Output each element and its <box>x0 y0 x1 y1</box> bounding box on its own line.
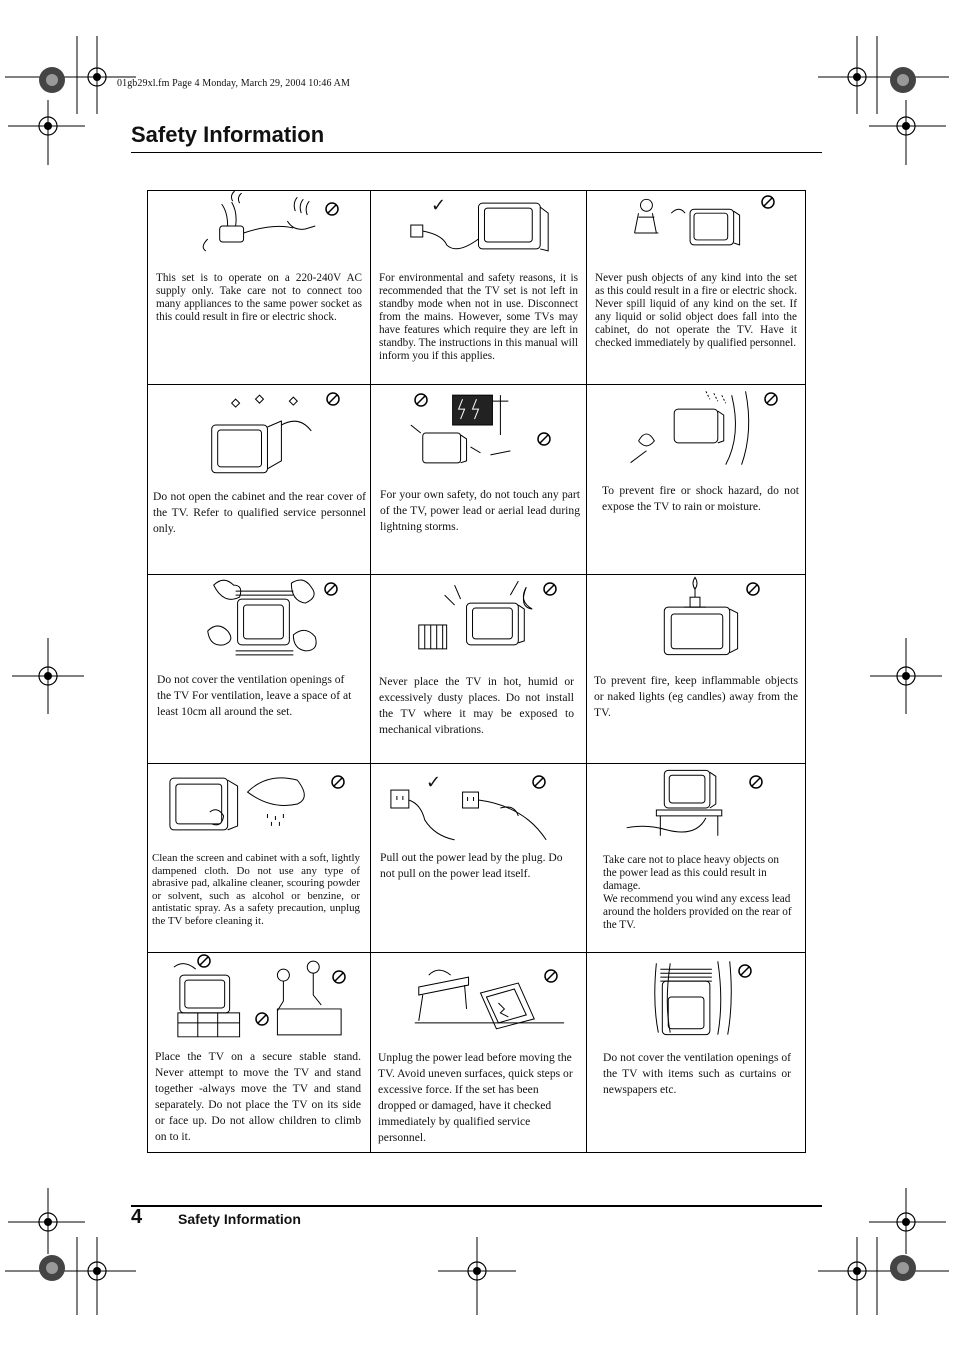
safety-cell-standby <box>371 191 587 385</box>
safety-cell-curtains <box>587 953 805 1152</box>
safety-cell-objects-liquid <box>587 191 805 385</box>
safety-cell-stand <box>148 953 371 1152</box>
safety-cell-heavy-objects <box>587 764 805 953</box>
prohibited-icon <box>331 775 345 789</box>
cell-text: Never push objects of any kind into the set as this could result in a fire or electric shock. Never spill liquid of any kind on the set. If any liquid or solid object does fall into the cabinet, do not operate the TV. Have it checked immediately by qualified personnel. <box>595 272 797 349</box>
page-number: 4 <box>131 1206 143 1228</box>
cell-text: For environmental and safety reasons, it is recommended that the TV set is not left in standby mode when not in use. Disconnect from the mains. However, some TVs may have features which require they are left in standby. The instructions in this manual will inform you if this applies. <box>379 272 578 362</box>
cell-text: Do not cover the ventilation openings of the TV For ventilation, leave a space of at least 10cm all around the set. <box>157 673 352 718</box>
footer-label: Safety Information <box>178 1211 301 1227</box>
page-title: Safety Information <box>131 122 325 147</box>
prohibited-icon <box>746 582 760 596</box>
file-meta: 01gb29xl.fm Page 4 Monday, March 29, 2004 10:46 AM <box>117 78 350 89</box>
safety-cell-hot-humid <box>371 575 587 764</box>
prohibited-icon <box>255 1012 269 1026</box>
cell-text: For your own safety, do not touch any part of the TV, power lead or aerial lead during lightning storms. <box>380 488 580 533</box>
tv-on-cord-illustration <box>587 764 805 849</box>
cell-text: Do not open the cabinet and the rear cover of the TV. Refer to qualified service personnel only. <box>153 490 366 535</box>
prohibited-icon <box>325 202 339 216</box>
safety-grid <box>147 190 806 1153</box>
dropped-tv-illustration <box>371 953 586 1038</box>
tv-unplug-illustration <box>371 191 586 276</box>
safety-cell-cleaning <box>148 764 371 953</box>
cell-text: Never place the TV in hot, humid or excessively dusty places. Do not install the TV where it may be exposed to mechanical vibrations. <box>379 675 574 736</box>
prohibited-icon <box>324 582 338 596</box>
safety-cell-moving <box>371 953 587 1152</box>
prohibited-icon <box>543 582 557 596</box>
check-icon: ✓ <box>426 772 442 793</box>
safety-cell-power-supply <box>148 191 371 385</box>
cell-text: Clean the screen and cabinet with a soft, lightly dampened cloth. Do not use any type of abrasive pad, alkaline cleaner, scouring powder or solvent, such as alcohol or benzine, or antistatic spray. As a safety precaution, unplug the TV before cleaning it. <box>152 852 360 927</box>
cell-text: Do not cover the ventilation openings of the TV with items such as curtains or newspapers etc. <box>603 1051 791 1096</box>
prohibited-icon <box>532 775 546 789</box>
safety-cell-candles <box>587 575 805 764</box>
cell-text: Take care not to place heavy objects on the power lead as this could result in damage. We recommend you wind any excess lead around the holders provided on the rear of the TV. <box>603 854 792 931</box>
prohibited-icon <box>749 775 763 789</box>
cell-text: Unplug the power lead before moving the TV. Avoid uneven surfaces, quick steps or excessive force. If the set has been dropped or damaged, have it checked immediately by qualified service personnel. <box>378 1051 573 1144</box>
cell-text: This set is to operate on a 220-240V AC supply only. Take care not to connect too many appliances to the same power socket as this could result in fire or electric shock. <box>156 272 362 323</box>
cell-text: To prevent fire or shock hazard, do not expose the TV to rain or moisture. <box>602 484 799 513</box>
prohibited-icon <box>414 393 428 407</box>
lightning-storm-illustration <box>371 385 586 470</box>
prohibited-icon <box>761 195 775 209</box>
prohibited-icon <box>326 392 340 406</box>
cell-text: To prevent fire, keep inflammable objects or naked lights (eg candles) away from the TV. <box>594 674 798 719</box>
safety-cell-lightning <box>371 385 587 575</box>
check-icon: ✓ <box>431 195 447 216</box>
title-rule <box>131 152 822 153</box>
prohibited-icon <box>764 392 778 406</box>
pull-plug-illustration <box>371 764 586 849</box>
safety-cell-ventilation-space <box>148 575 371 764</box>
safety-cell-rain <box>587 385 805 575</box>
footer-rule <box>131 1205 822 1207</box>
candle-illustration <box>587 575 805 660</box>
cell-text: Pull out the power lead by the plug. Do not pull on the power lead itself. <box>380 851 563 880</box>
cell-text: Place the TV on a secure stable stand. Never attempt to move the TV and stand together -always move the TV and stand separately. Do not place the TV on its side or face up. Do not allow children to climb on to it. <box>155 1050 361 1143</box>
curtain-newspaper-illustration <box>587 953 805 1038</box>
prohibited-icon <box>738 964 752 978</box>
prohibited-icon <box>537 432 551 446</box>
safety-cell-power-lead <box>371 764 587 953</box>
prohibited-icon <box>544 969 558 983</box>
safety-cell-cabinet <box>148 385 371 575</box>
prohibited-icon <box>332 970 346 984</box>
prohibited-icon <box>197 954 211 968</box>
